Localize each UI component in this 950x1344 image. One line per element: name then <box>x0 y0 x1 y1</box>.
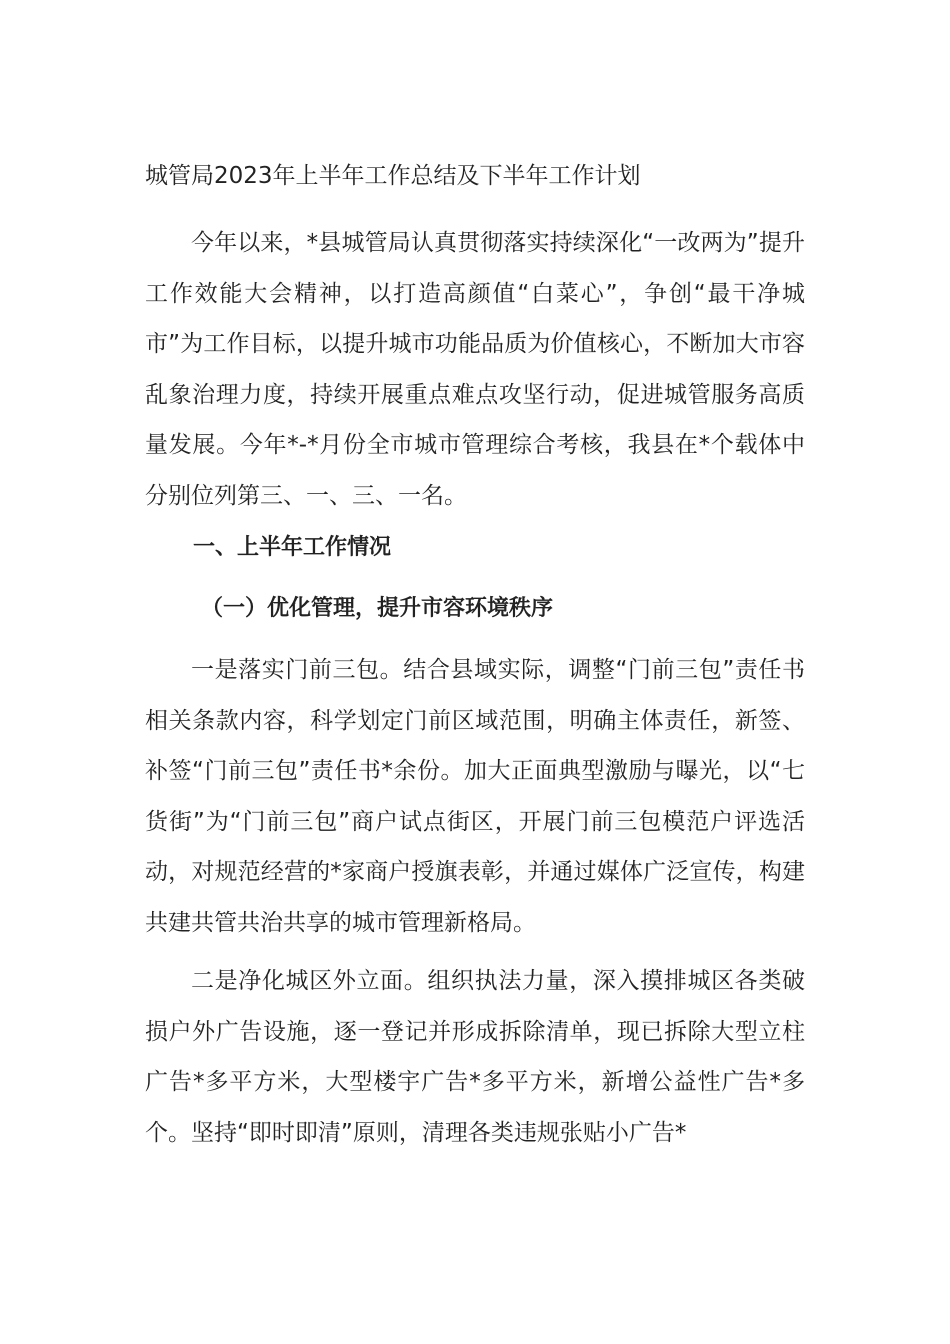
paragraph-door-three-guarantees: 一是落实门前三包。结合县域实际，调整“门前三包”责任书相关条款内容，科学划定门前区域范围，明确主体责任，新签、补签“门前三包”责任书*余份。加大正面典型激励与曝光，以“七货街”为“门前三包”商户试点街区，开展门前三包模范户评选活动，对规范经营的*家商户授旗表彰，并通过媒体广泛宣传，构建共建共管共治共享的城市管理新格局。 <box>145 657 805 936</box>
subsection-heading: （一）优化管理，提升市容环境秩序 <box>201 596 554 621</box>
paragraph-facade-cleanup: 二是净化城区外立面。组织执法力量，深入摸排城区各类破损户外广告设施，逐一登记并形成拆除清单，现已拆除大型立柱广告*多平方米，大型楼宇广告*多平方米，新增公益性广告*多个。坚持“即时即清”原则，清理各类违规张贴小广告* <box>145 968 805 1146</box>
section-heading: 一、上半年工作情况 <box>193 535 392 560</box>
document-title: 城管局2023年上半年工作总结及下半年工作计划 <box>145 163 641 189</box>
intro-paragraph: 今年以来，*县城管局认真贯彻落实持续深化“一改两为”提升工作效能大会精神，以打造高颜值“白菜心”，争创“最干净城市”为工作目标，以提升城市功能品质为价值核心，不断加大市容乱象治理力度，持续开展重点难点攻坚行动，促进城管服务高质量发展。今年*-*月份全市城市管理综合考核，我县在*个载体中分别位列第三、一、三、一名。 <box>145 230 805 509</box>
